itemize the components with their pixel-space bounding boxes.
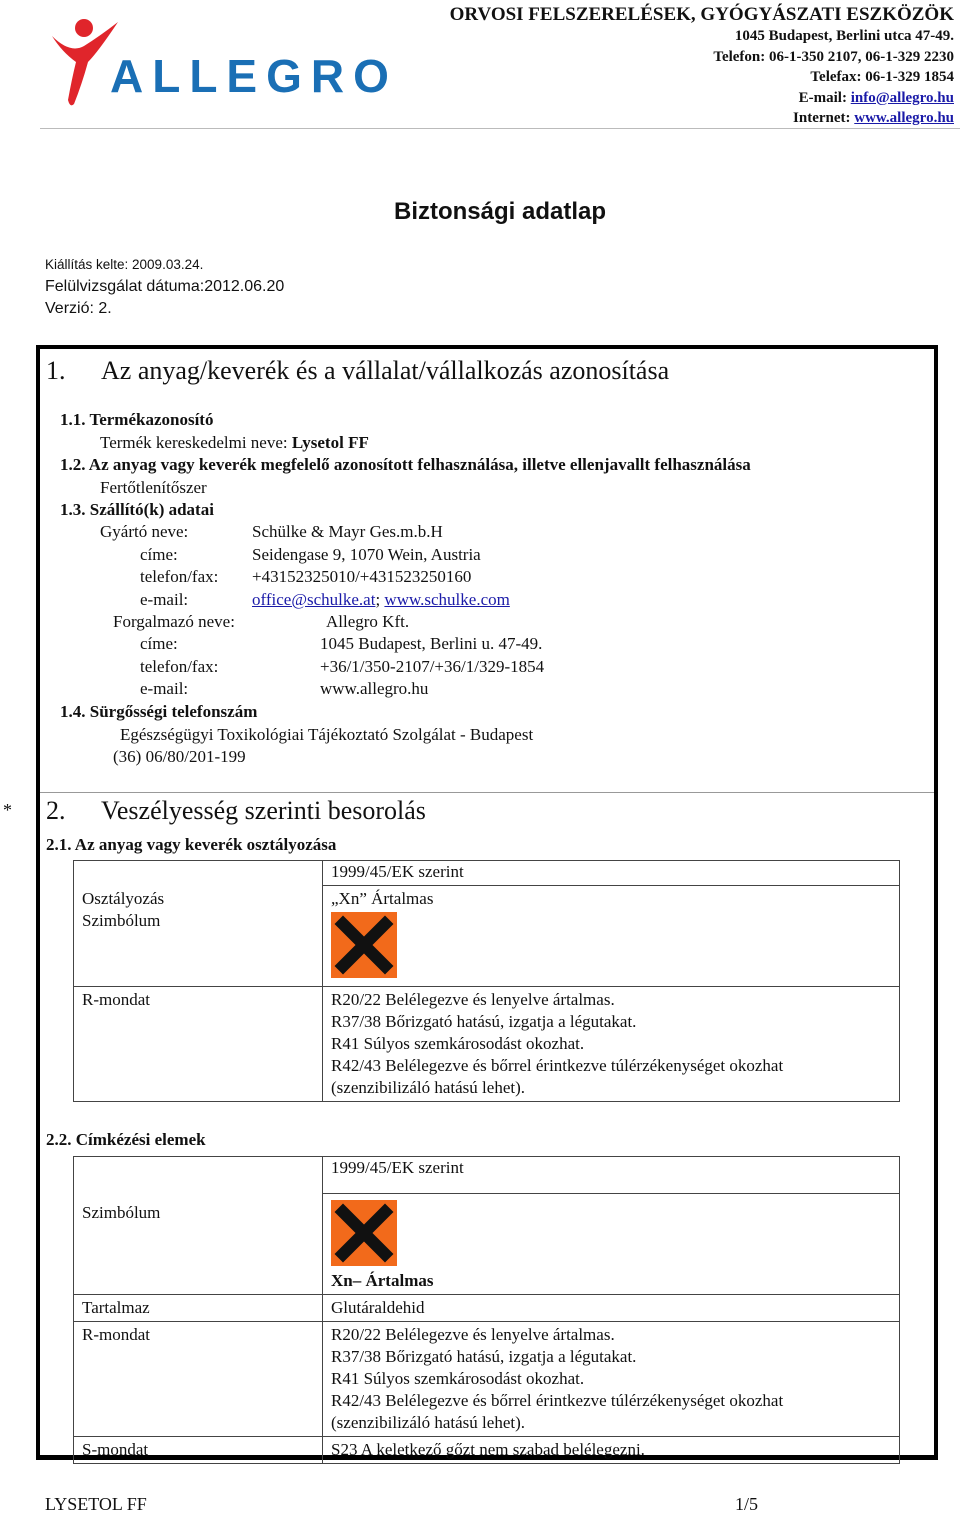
header-divider xyxy=(40,128,960,129)
section1-body xyxy=(60,409,751,522)
distributor-address-label: címe: xyxy=(140,634,178,653)
allegro-logo xyxy=(48,12,398,112)
content-value: Glutáraldehid xyxy=(323,1295,900,1322)
manufacturer-address-label: címe: xyxy=(140,545,178,564)
manufacturer-email-label: e-mail: xyxy=(140,590,189,609)
s21-title: 2.1. Az anyag vagy keverék osztályozása xyxy=(46,835,337,854)
s14-title: 1.4. Sürgősségi telefonszám xyxy=(60,702,258,721)
manufacturer-address: Seidengase 9, 1070 Wein, Austria xyxy=(252,545,481,564)
manufacturer-name-label: Gyártó neve: xyxy=(100,522,189,541)
classification-value: „Xn” Ártalmas xyxy=(331,889,434,908)
content-label: Tartalmaz xyxy=(74,1295,323,1322)
page-number: 1/5 xyxy=(735,1494,759,1514)
distributor-name: Allegro Kft. xyxy=(326,612,410,631)
symbol-label: Szimbólum xyxy=(82,910,161,930)
label-r-phrase-list: R20/22 Belélegezve és lenyelve ártalmas. R37/38 Bőrizgató hatású, izgatja a légutakat. R41 Súlyos szemkárosodást okozhat. R42/43 Belélegezve és bőrrel érintkezve túlérzékenységet okozhat (szenzibilizáló hatású lehet). xyxy=(323,1322,900,1437)
s12-value: Fertőtlenítőszer xyxy=(100,477,207,497)
table-row xyxy=(74,1194,900,1295)
harmful-x-icon xyxy=(331,1200,397,1266)
manufacturer-phone: +43152325010/+431523250160 xyxy=(252,567,472,586)
review-date: Felülvizsgálat dátuma:2012.06.20 xyxy=(45,278,285,295)
symbol-caption: Xn– Ártalmas xyxy=(331,1271,434,1290)
table-row xyxy=(74,1157,900,1194)
issue-date: Kiállítás kelte: 2009.03.24. xyxy=(45,257,204,272)
table-row xyxy=(74,986,900,1101)
table-row xyxy=(74,886,900,987)
classification-label: Osztályozás xyxy=(82,888,165,908)
version: Verzió: 2. xyxy=(45,300,112,317)
company-info xyxy=(450,4,954,129)
s14-block xyxy=(60,701,533,769)
distributor-phone: +36/1/350-2107/+36/1/329-1854 xyxy=(320,657,545,676)
label-r-phrase-label: R-mondat xyxy=(74,1322,323,1437)
manufacturer-contact: office@schulke.at; www.schulke.com xyxy=(252,590,510,609)
company-tagline: ORVOSI FELSZERELÉSEK, GYÓGYÁSZATI ESZKÖZÖK xyxy=(449,4,954,25)
company-address: 1045 Budapest, Berlini utca 47-49. xyxy=(734,28,954,44)
s-phrase-label: S-mondat xyxy=(74,1437,323,1464)
document-title: Biztonsági adatlap xyxy=(393,198,607,225)
manufacturer-name: Schülke & Mayr Ges.m.b.H xyxy=(252,522,443,541)
document-meta xyxy=(45,254,284,320)
s-phrase-value: S23 A keletkező gőzt nem szabad belélegezni. xyxy=(323,1437,900,1464)
logo-text: ALLEGRO xyxy=(110,50,398,102)
table-row xyxy=(74,1322,900,1437)
s12-title: 1.2. Az anyag vagy keverék megfelelő azonosított felhasználása, illetve ellenjavallt felhasználása xyxy=(60,455,751,474)
table-row xyxy=(74,1437,900,1464)
company-phone: Telefon: 06-1-350 2107, 06-1-329 2230 xyxy=(713,48,954,65)
table-row xyxy=(74,861,900,886)
r-phrase-list: R20/22 Belélegezve és lenyelve ártalmas. R37/38 Bőrizgató hatású, izgatja a légutakat. R41 Súlyos szemkárosodást okozhat. R42/43 Belélegezve és bőrrel érintkezve túlérzékenységet okozhat (szenzibilizáló hatású lehet). xyxy=(323,986,900,1101)
section-divider xyxy=(40,792,934,793)
manufacturer-email-link[interactable]: office@schulke.at xyxy=(252,590,376,609)
distributor-phone-label: telefon/fax: xyxy=(140,657,219,676)
classification-table-heading: 1999/45/EK szerint xyxy=(323,861,900,886)
r-phrase-label: R-mondat xyxy=(74,986,323,1101)
company-web-link[interactable]: www.allegro.hu xyxy=(854,110,954,126)
company-web-line: Internet: www.allegro.hu xyxy=(793,110,954,126)
distributor-email-label: e-mail: xyxy=(140,679,189,698)
distributor-name-label: Forgalmazó neve: xyxy=(113,612,235,631)
s14-service: Egészségügyi Toxikológiai Tájékoztató Szolgálat - Budapest xyxy=(120,724,534,744)
label-symbol-label: Szimbólum xyxy=(74,1194,323,1295)
distributor-email: www.allegro.hu xyxy=(320,679,429,698)
s11-title: 1.1. Termékazonosító xyxy=(60,410,214,429)
company-email-line: E-mail: info@allegro.hu xyxy=(798,89,954,106)
company-email-link[interactable]: info@allegro.hu xyxy=(850,89,954,106)
manufacturer-web-link[interactable]: www.schulke.com xyxy=(384,590,510,609)
s13-title: 1.3. Szállító(k) adatai xyxy=(60,500,214,519)
s14-phone: (36) 06/80/201-199 xyxy=(113,747,246,766)
revision-mark: * xyxy=(3,800,12,820)
section2-heading: 2. Veszélyesség szerinti besorolás xyxy=(46,796,426,825)
harmful-x-icon xyxy=(331,912,397,978)
classification-table xyxy=(73,860,900,1102)
manufacturer-phone-label: telefon/fax: xyxy=(140,567,219,586)
labelling-table-heading: 1999/45/EK szerint xyxy=(323,1157,900,1194)
s11-trade-name: Termék kereskedelmi neve: Lysetol FF xyxy=(100,432,369,452)
s22-title: 2.2. Címkézési elemek xyxy=(46,1130,206,1149)
trade-name-value: Lysetol FF xyxy=(291,432,369,452)
section1-heading: 1. Az anyag/keverék és a vállalat/vállalkozás azonosítása xyxy=(46,356,670,385)
table-row xyxy=(74,1295,900,1322)
company-fax: Telefax: 06-1-329 1854 xyxy=(810,69,954,85)
distributor-address: 1045 Budapest, Berlini u. 47-49. xyxy=(320,634,543,653)
footer-product: LYSETOL FF xyxy=(45,1494,147,1514)
labelling-table xyxy=(73,1156,900,1464)
logo-figure-head xyxy=(75,19,93,37)
